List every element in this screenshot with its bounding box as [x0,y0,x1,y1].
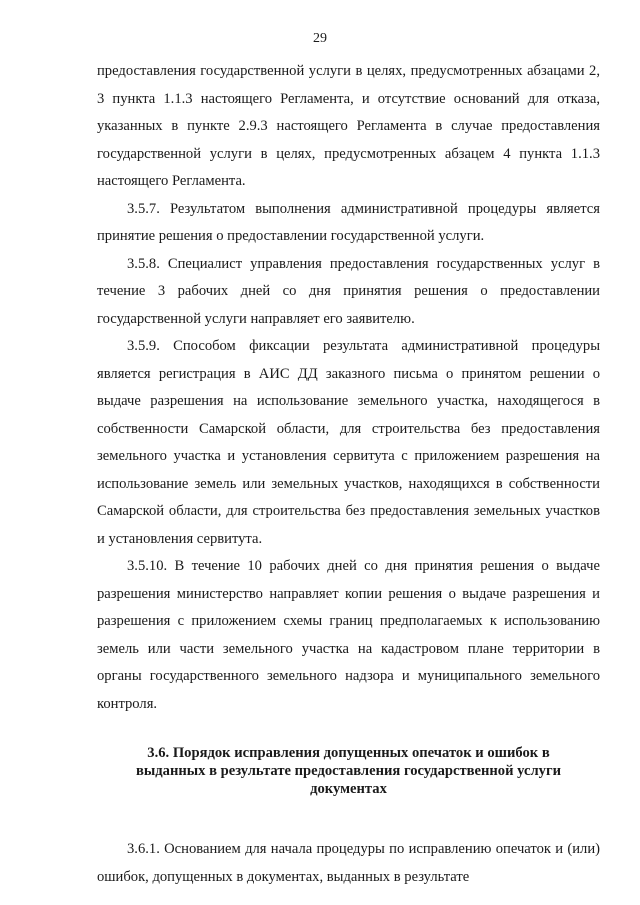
document-body [97,58,600,891]
paragraph-3-6-1: 3.6.1. Основанием для начала процедуры по исправлению опечаток и (или) ошибок, допущенных в документах, выданных в результате [97,841,600,885]
page-number: 29 [313,31,327,46]
paragraph-3-5-7: 3.5.7. Результатом выполнения административной процедуры является принятие решения о предоставлении государственной услуги. [97,200,600,244]
paragraph-3-5-9: 3.5.9. Способом фиксации результата административной процедуры является регистрация в АИС ДД заказного письма о принятом решении о выдаче разрешения на использование земельного участка, находящегося в собственности Самарской области, для строительства без предоставления земельного участка и установления сервитута с приложением разрешения на использование земель или земельных участков, находящихся в собственности Самарской области, для строительства без предоставления земельных участков и установления сервитута. [97,338,600,547]
paragraph-3-5-10: 3.5.10. В течение 10 рабочих дней со дня принятия решения о выдаче разрешения министерство направляет копии решения о выдаче разрешения и разрешения с приложением схемы границ предполагаемых к использованию земель или части земельного участка на кадастровом плане территории в органы государственного земельного надзора и муниципального земельного контроля. [97,558,600,712]
section-heading-3-6: 3.6. Порядок исправления допущенных опечаток и ошибок в выданных в результате предоставления государственной услуги документах [136,745,561,797]
paragraph-3-5-8: 3.5.8. Специалист управления предоставления государственных услуг в течение 3 рабочих дней со дня принятия решения о предоставлении государственной услуги направляет его заявителю. [97,255,600,327]
paragraph-continuation: предоставления государственной услуги в целях, предусмотренных абзацами 2, 3 пункта 1.1.3 настоящего Регламента, и отсутствие оснований для отказа, указанных в пункте 2.9.3 настоящего Регламента в случае предоставления государственной услуги в целях, предусмотренных абзацем 4 пункта 1.1.3 настоящего Регламента. [97,63,600,189]
